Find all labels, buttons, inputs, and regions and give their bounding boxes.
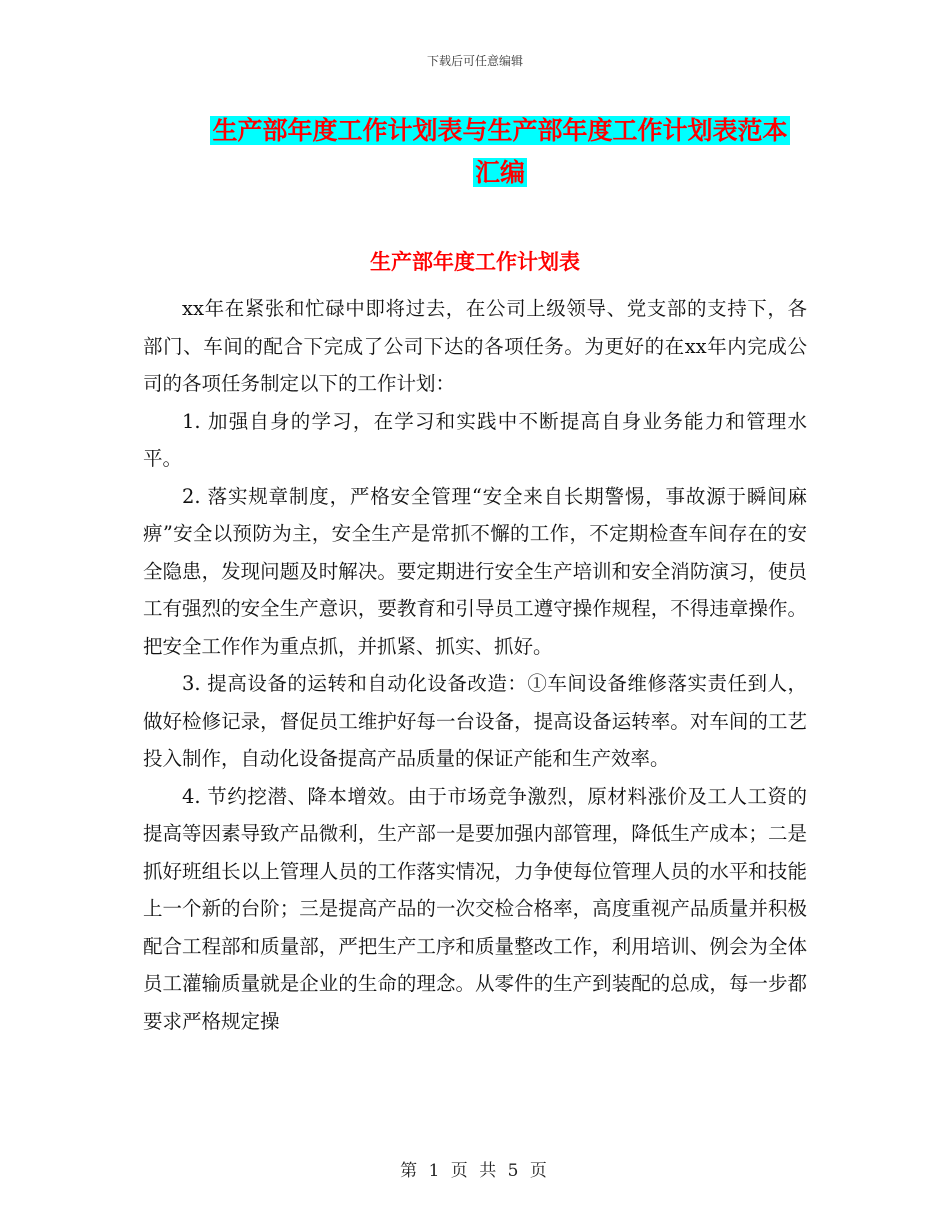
paragraph-item-4: 4. 节约挖潜、降本增效。由于市场竞争激烈，原材料涨价及工人工资的提高等因素导致产品微利，生产部一是要加强内部管理，降低生产成本；二是抓好班组长以上管理人员的工作落实情况，力争使每位管理人员的水平和技能上一个新的台阶；三是提高产品的一次交检合格率，高度重视产品质量并积极配合工程部和质量部，严把生产工序和质量整改工作，利用培训、例会为全体员工灌输质量就是企业的生命的理念。从零件的生产到装配的总成，每一步都要求严格规定操 xyxy=(143,784,807,1033)
section-title: 生产部年度工作计划表 xyxy=(370,249,580,274)
document-title-line2: 汇编 xyxy=(474,158,525,187)
document-title xyxy=(140,110,860,194)
header-note: 下载后可任意编辑 xyxy=(426,54,523,68)
paragraph-item-2: 2. 落实规章制度，严格安全管理“安全来自长期警惕，事故源于瞬间麻痹”安全以预防为主，安全生产是常抓不懈的工作，不定期检查车间存在的安全隐患，发现问题及时解决。要定期进行安全生产培训和安全消防演习，使员工有强烈的安全生产意识，要教育和引导员工遵守操作规程，不得违章操作。把安全工作作为重点抓，并抓紧、抓实、抓好。 xyxy=(143,484,807,658)
paragraph-intro: xx年在紧张和忙碌中即将过去，在公司上级领导、党支部的支持下，各部门、车间的配合下完成了公司下达的各项任务。为更好的在xx年内完成公司的各项任务制定以下的工作计划： xyxy=(143,297,807,395)
paragraph-item-1: 1. 加强自身的学习，在学习和实践中不断提高自身业务能力和管理水平。 xyxy=(143,409,807,470)
paragraph-item-3: 3. 提高设备的运转和自动化设备改造：①车间设备维修落实责任到人，做好检修记录，督促员工维护好每一台设备，提高设备运转率。对车间的工艺投入制作，自动化设备提高产品质量的保证产能和生产效率。 xyxy=(143,672,807,770)
page-footer: 第 1 页 共 5 页 xyxy=(400,1161,550,1181)
document-title-line1: 生产部年度工作计划表与生产部年度工作计划表范本 xyxy=(212,116,788,145)
document-body xyxy=(143,290,807,1040)
